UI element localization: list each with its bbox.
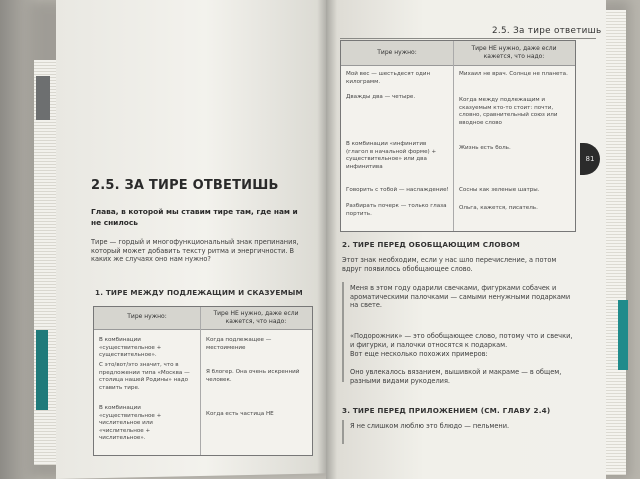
- running-head: 2.5. За тире ответишь: [492, 26, 602, 36]
- right-table-r2c1: Дважды два — четыре.: [346, 94, 416, 100]
- right-table-h1: Тире нужно:: [377, 49, 417, 56]
- right-table-r5c1: Разбирать почерк — только глаза портить.: [346, 203, 447, 217]
- section-2-heading: 2. ТИРЕ ПЕРЕД ОБОБЩАЮЩИМ СЛОВОМ: [342, 240, 521, 249]
- bookmark-tab-teal: [36, 330, 48, 410]
- section-2-text: Этот знак необходим, если у нас шло перечисление, а потом вдруг появилось обобщающее слово.: [342, 256, 557, 273]
- chapter-subtitle: Глава, в которой мы ставим тире там, где нам и не снилось: [91, 207, 298, 227]
- left-table-r3c1: В комбинации «существительное + числительное или «числительное + числительное».: [99, 405, 162, 441]
- right-table-divider: [453, 41, 454, 231]
- left-table-h1: Тире нужно:: [127, 313, 167, 320]
- left-table-r1c1: В комбинации «существительное + существительное».: [99, 337, 162, 358]
- left-table-divider: [200, 307, 201, 455]
- bookmark-tab-teal-right: [618, 300, 628, 370]
- section-3-heading: 3. ТИРЕ ПЕРЕД ПРИЛОЖЕНИЕМ (СМ. ГЛАВУ 2.4): [342, 406, 551, 415]
- right-table-r3c2: Жизнь есть боль.: [459, 145, 511, 151]
- right-table-r4c2: Сосны как зеленые шатры.: [459, 187, 540, 193]
- example-2b: Вот еще несколько похожих примеров:: [350, 350, 488, 358]
- example-2: «Подорожник» — это обобщающее слово, потому что и свечки, и фигурки, и палочки относятся к подаркам.: [350, 332, 573, 349]
- section-3-quote-bar: [342, 420, 344, 444]
- example-3: Оно увлекалось вязанием, вышивкой и макраме — в общем, разными видами рукоделия.: [350, 368, 562, 385]
- header-rule: [340, 38, 596, 39]
- right-table-r1c1: Мой вес — шестьдесят один килограмм.: [346, 71, 431, 85]
- right-table-r4c1: Говорить с тобой — наслаждение!: [346, 187, 449, 193]
- right-table-r2c2: Когда между подлежащим и сказуемым кто-то стоит: почти, словно, сравнительный союз или вводное слово: [459, 97, 558, 126]
- section-1-heading: 1. ТИРЕ МЕЖДУ ПОДЛЕЖАЩИМ И СКАЗУЕМЫМ: [95, 288, 303, 297]
- right-table-r5c2: Ольга, кажется, писатель.: [459, 205, 538, 211]
- right-table-r3c1: В комбинации «инфинитив (глагол в начальной форме) + существительное» или два инфинитива: [346, 141, 437, 170]
- left-table-h2: Тире НЕ нужно, даже если кажется, что надо:: [213, 310, 299, 325]
- left-table-r2c1: С это/вот/это значит, что в предложении типа «Москва — столица нашей Родины» надо ставить тире.: [99, 362, 190, 391]
- left-table-r2c2: Я блогер. Она очень искренний человек.: [206, 369, 300, 383]
- right-table-r1c2: Михаил не врач. Солнце не планета.: [459, 71, 568, 77]
- intro-paragraph: Тире — гордый и многофункциональный знак препинания, который может добавить тексту ритма и энергичности. В каких же случаях оно нам нужно?: [91, 238, 299, 263]
- left-table-r3c2: Когда есть частица НЕ: [206, 411, 274, 417]
- left-table-r1c2: Когда подлежащее — местоимение: [206, 337, 272, 351]
- right-table: [340, 40, 576, 232]
- left-table: [93, 306, 313, 456]
- chapter-title: 2.5. ЗА ТИРЕ ОТВЕТИШЬ: [91, 178, 279, 193]
- page-number-tab: 81: [580, 143, 600, 175]
- example-quote-bar: [342, 282, 344, 382]
- right-table-h2: Тире НЕ нужно, даже если кажется, что надо:: [471, 45, 557, 60]
- bookmark-tab-gray: [36, 76, 50, 120]
- example-1: Меня в этом году одарили свечками, фигурками собачек и ароматическими палочками — самыми ненужными подарками на свете.: [350, 284, 571, 309]
- section-3-text: Я не слишком люблю это блюдо — пельмени.: [350, 422, 510, 430]
